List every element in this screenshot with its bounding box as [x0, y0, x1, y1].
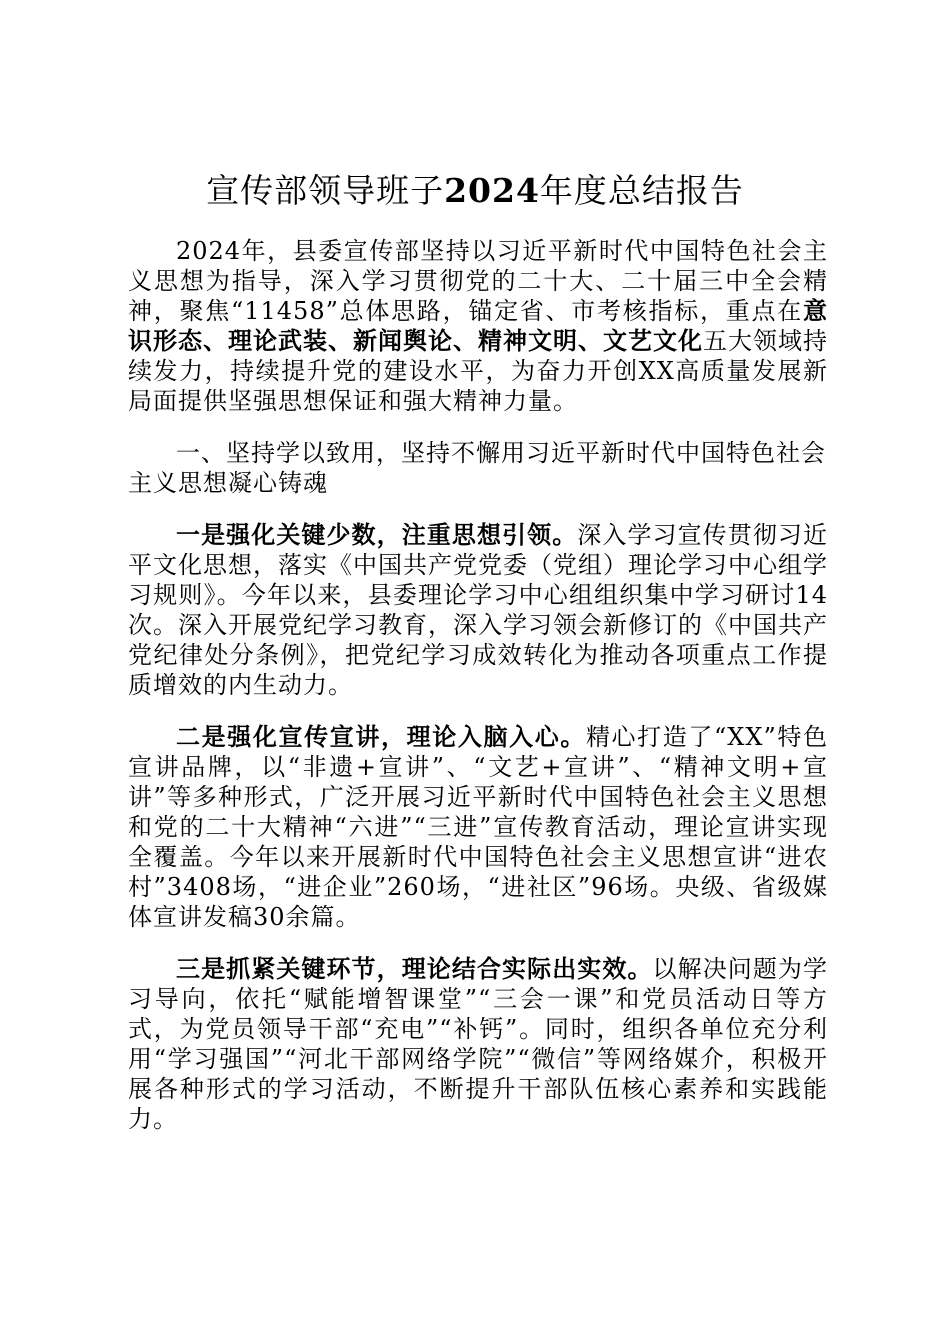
- intro-text-start: 2024年，县委宣传部坚持以习近平新时代中国特色社会主义思想为指导，深入学习贯彻党的二十大、二十届三中全会精神，聚焦“11458”总体思路，锚定省、市考核指标，重点在: [128, 237, 828, 325]
- section-heading-1: 一、坚持学以致用，坚持不懈用习近平新时代中国特色社会主义思想凝心铸魂: [128, 439, 826, 497]
- intro-paragraph: [128, 236, 828, 416]
- title-year: 2024: [444, 171, 540, 210]
- item-lead-2: 二是强化宣传宣讲，理论入脑入心。: [176, 722, 586, 751]
- document-body: [128, 236, 828, 1134]
- item-paragraph-2: [128, 722, 828, 932]
- document-title: [0, 166, 950, 216]
- item-lead-3: 三是抓紧关键环节，理论结合实际出实效。: [176, 954, 653, 983]
- item-paragraph-1: [128, 520, 828, 700]
- item-paragraph-3: [128, 954, 828, 1134]
- title-prefix: 宣传部领导班子: [206, 171, 445, 210]
- intro-text-end: 五大领域持续发力，持续提升党的建设水平，为奋力开创XX高质量发展新局面提供坚强思想保证和强大精神力量。: [128, 327, 828, 415]
- item-text-2: 精心打造了“XX”特色宣讲品牌，以“非遗+宣讲”、“文艺+宣讲”、“精神文明+宣讲”等多种形式，广泛开展习近平新时代中国特色社会主义思想和党的二十大精神“六进”“三进”宣传教育活动，理论宣讲实现全覆盖。今年以来开展新时代中国特色社会主义思想宣讲“进农村”3408场，“进企业”260场，“进社区”96场。央级、省级媒体宣讲发稿30余篇。: [128, 723, 828, 931]
- item-text-1: 深入学习宣传贯彻习近平文化思想，落实《中国共产党党委（党组）理论学习中心组学习规则》。今年以来，县委理论学习中心组组织集中学习研讨14次。深入开展党纪学习教育，深入学习领会新修订的《中国共产党纪律处分条例》，把党纪学习成效转化为推动各项重点工作提质增效的内生动力。: [128, 521, 829, 699]
- item-text-3: 以解决问题为学习导向，依托“赋能增智课堂”“三会一课”和党员活动日等方式，为党员领导干部“充电”“补钙”。同时，组织各单位充分利用“学习强国”“河北干部网络学院”“微信”等网络媒介，积极开展各种形式的学习活动，不断提升干部队伍核心素养和实践能力。: [128, 955, 829, 1133]
- title-suffix: 年度总结报告: [539, 171, 744, 210]
- item-lead-1: 一是强化关键少数，注重思想引领。: [176, 520, 578, 549]
- intro-bold-domains: 意识形态、理论武装、新闻舆论、精神文明、文艺文化: [128, 296, 828, 355]
